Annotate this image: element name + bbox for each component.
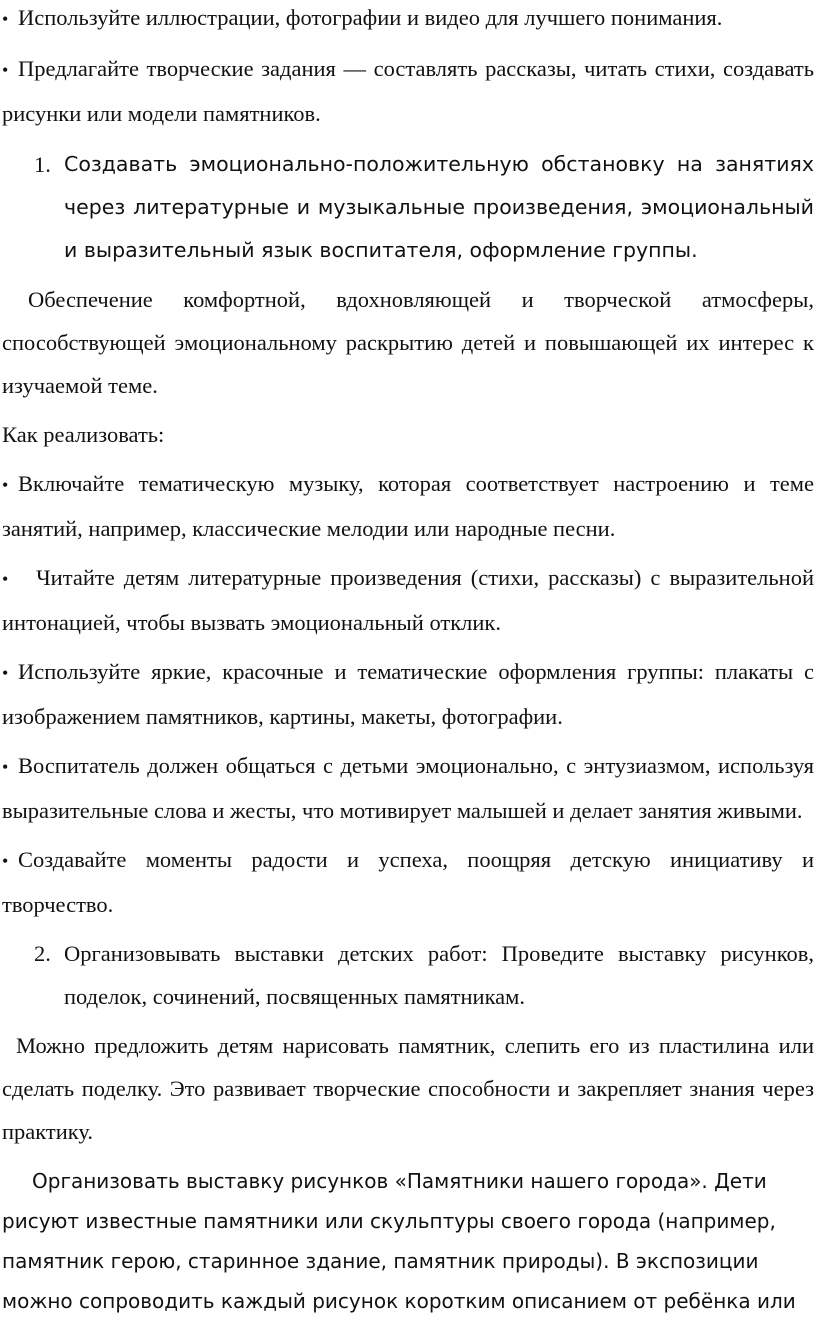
item-text: Создавать эмоционально-положительную обстановку на занятиях через литературные и музыкальные произведения, эмоциональный и выразительный язык воспитателя, оформление группы. <box>64 152 814 262</box>
item-text: Организовывать выставки детских работ: Проведите выставку рисунков, поделок, сочинений, посвященных памятникам. <box>64 941 814 1009</box>
subheading: Как реализовать: <box>2 422 165 447</box>
bullet-item <box>2 0 814 41</box>
sans-paragraph-block <box>2 1161 814 1321</box>
bullet-item <box>2 744 814 832</box>
bullet-marker: • <box>2 569 9 589</box>
bullet-item <box>2 462 814 550</box>
bullet-text: Читайте детям литературные произведения (стихи, рассказы) с выразительной интонацией, чтобы вызвать эмоциональный отклик. <box>2 565 814 635</box>
bullet-item <box>2 838 814 926</box>
bullet-text: Используйте иллюстрации, фотографии и видео для лучшего понимания. <box>18 5 723 30</box>
bullet-item <box>2 650 814 738</box>
item-number: 1. <box>34 152 51 177</box>
bullet-marker: • <box>2 851 9 871</box>
bullet-text: Воспитатель должен общаться с детьми эмоционально, с энтузиазмом, используя выразительные слова и жесты, что мотивирует малышей и делает занятия живыми. <box>2 753 814 823</box>
bullet-text: Создавайте моменты радости и успеха, поощряя детскую инициативу и творчество. <box>2 847 814 917</box>
paragraph: Организовать выставку рисунков «Памятники нашего города». Дети рисуют известные памятники или скульптуры своего города (например, памятник герою, старинное здание, памятник природы). В экспозиции можно сопроводить каждый рисунок коротким описанием от ребёнка или <box>2 1169 796 1313</box>
bullet-marker: • <box>2 757 9 777</box>
bullet-marker: • <box>2 60 9 80</box>
numbered-item <box>2 143 814 272</box>
bullet-marker: • <box>2 663 9 683</box>
numbered-item <box>2 932 814 1018</box>
paragraph: Можно предложить детям нарисовать памятник, слепить его из пластилина или сделать поделку. Это развивает творческие способности и закрепляет знания через практику. <box>2 1033 814 1144</box>
bullet-text: Предлагайте творческие задания — составлять рассказы, читать стихи, создавать рисунки или модели памятников. <box>2 56 814 126</box>
paragraph: Обеспечение комфортной, вдохновляющей и творческой атмосферы, способствующей эмоциональному раскрытию детей и повышающей их интерес к изучаемой теме. <box>2 287 814 398</box>
bullet-item <box>2 556 814 644</box>
bullet-item <box>2 47 814 135</box>
bullet-text: Включайте тематическую музыку, которая соответствует настроению и теме занятий, например, классические мелодии или народные песни. <box>2 471 814 541</box>
bullet-marker: • <box>2 475 9 495</box>
bullet-text: Используйте яркие, красочные и тематические оформления группы: плакаты с изображением памятников, картины, макеты, фотографии. <box>2 659 814 729</box>
bullet-marker: • <box>2 9 9 29</box>
item-number: 2. <box>34 941 51 966</box>
